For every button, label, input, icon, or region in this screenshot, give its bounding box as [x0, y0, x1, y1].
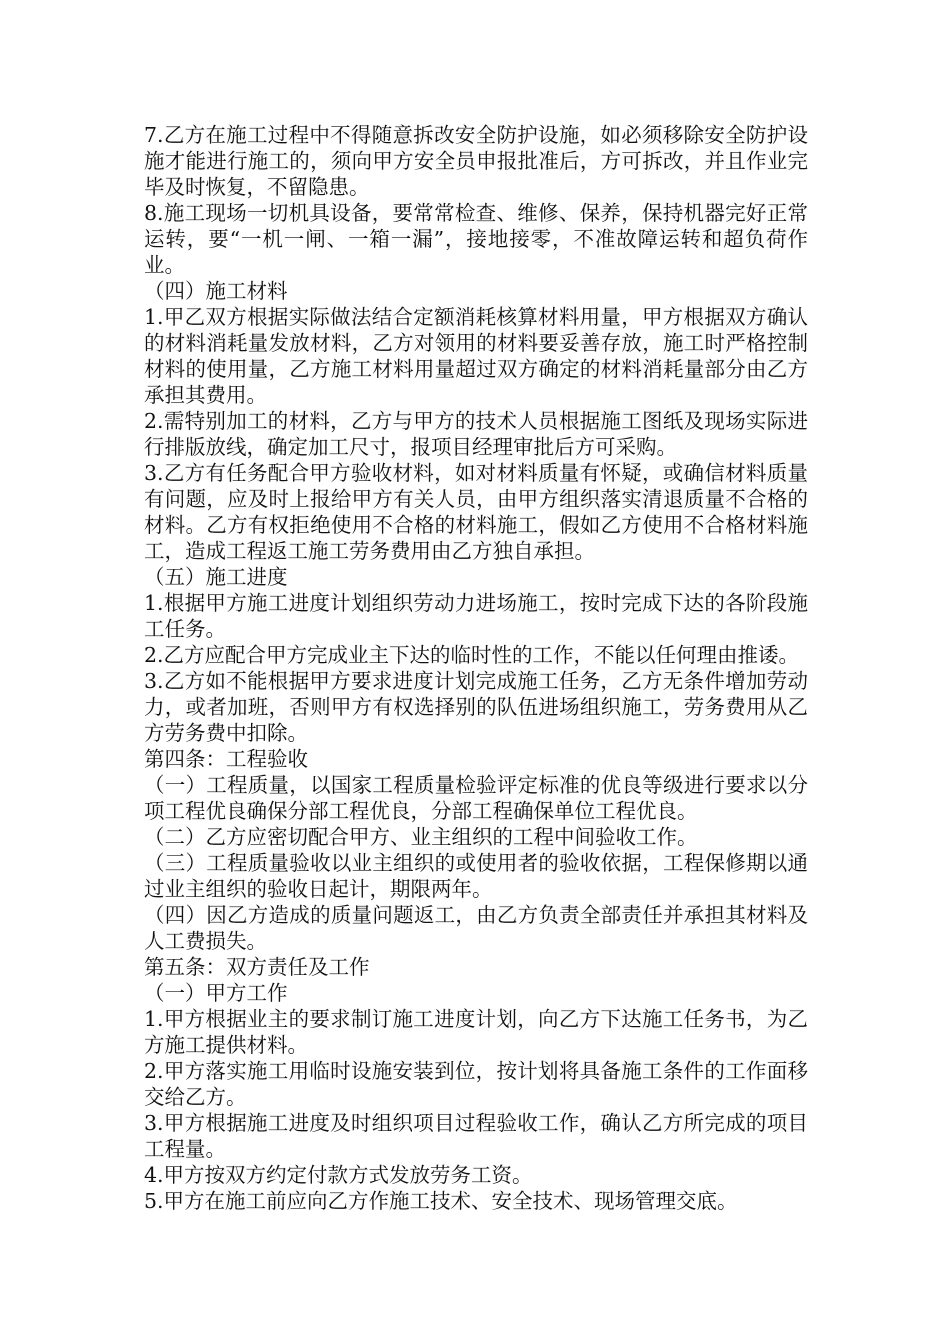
schedule-item-2: 2.乙方应配合甲方完成业主下达的临时性的工作，不能以任何理由推诿。 [144, 643, 800, 667]
document-body [144, 122, 808, 1214]
party-a-item-2: 2.甲方落实施工用临时设施安装到位，按计划将具备施工条件的工作面移交给乙方。 [144, 1059, 808, 1109]
clause-8-paragraph: 8.施工现场一切机具设备，要常常检查、维修、保养，保持机器完好正常运转，要“一机一闸、一箱一漏”，接地接零，不准故障运转和超负荷作业。 [144, 201, 808, 277]
materials-item-3: 3.乙方有任务配合甲方验收材料，如对材料质量有怀疑，或确信材料质量有问题，应及时上报给甲方有关人员，由甲方组织落实清退质量不合格的材料。乙方有权拒绝使用不合格的材料施工，假如乙方使用不合格材料施工，造成工程返工施工劳务费用由乙方独自承担。 [144, 461, 808, 563]
party-a-work-heading: （一）甲方工作 [144, 981, 288, 1005]
schedule-item-3: 3.乙方如不能根据甲方要求进度计划完成施工任务，乙方无条件增加劳动力，或者加班，否则甲方有权选择别的队伍进场组织施工，劳务费用从乙方劳务费中扣除。 [144, 669, 808, 745]
acceptance-item-4: （四）因乙方造成的质量问题返工，由乙方负责全部责任并承担其材料及人工费损失。 [144, 903, 808, 953]
section-heading-materials: （四）施工材料 [144, 279, 288, 303]
section-heading-schedule: （五）施工进度 [144, 565, 288, 589]
materials-item-1: 1.甲乙双方根据实际做法结合定额消耗核算材料用量，甲方根据双方确认的材料消耗量发放材料，乙方对领用的材料要妥善存放，施工时严格控制材料的使用量，乙方施工材料用量超过双方确定的材料消耗量部分由乙方承担其费用。 [144, 305, 808, 407]
party-a-item-5: 5.甲方在施工前应向乙方作施工技术、安全技术、现场管理交底。 [144, 1189, 738, 1213]
clause-7-paragraph: 7.乙方在施工过程中不得随意拆改安全防护设施，如必须移除安全防护设施才能进行施工的，须向甲方安全员申报批准后，方可拆改，并且作业完毕及时恢复，不留隐患。 [144, 123, 808, 199]
acceptance-item-1: （一）工程质量，以国家工程质量检验评定标准的优良等级进行要求以分项工程优良确保分部工程优良，分部工程确保单位工程优良。 [144, 773, 808, 823]
schedule-item-1: 1.根据甲方施工进度计划组织劳动力进场施工，按时完成下达的各阶段施工任务。 [144, 591, 808, 641]
article-5-heading: 第五条：双方责任及工作 [144, 955, 370, 979]
article-4-heading: 第四条：工程验收 [144, 747, 308, 771]
acceptance-item-2: （二）乙方应密切配合甲方、业主组织的工程中间验收工作。 [144, 825, 698, 849]
materials-item-2: 2.需特别加工的材料，乙方与甲方的技术人员根据施工图纸及现场实际进行排版放线，确定加工尺寸，报项目经理审批后方可采购。 [144, 409, 808, 459]
party-a-item-3: 3.甲方根据施工进度及时组织项目过程验收工作，确认乙方所完成的项目工程量。 [144, 1111, 808, 1161]
party-a-item-1: 1.甲方根据业主的要求制订施工进度计划，向乙方下达施工任务书，为乙方施工提供材料。 [144, 1007, 808, 1057]
acceptance-item-3: （三）工程质量验收以业主组织的或使用者的验收依据，工程保修期以通过业主组织的验收日起计，期限两年。 [144, 851, 808, 901]
party-a-item-4: 4.甲方按双方约定付款方式发放劳务工资。 [144, 1163, 533, 1187]
